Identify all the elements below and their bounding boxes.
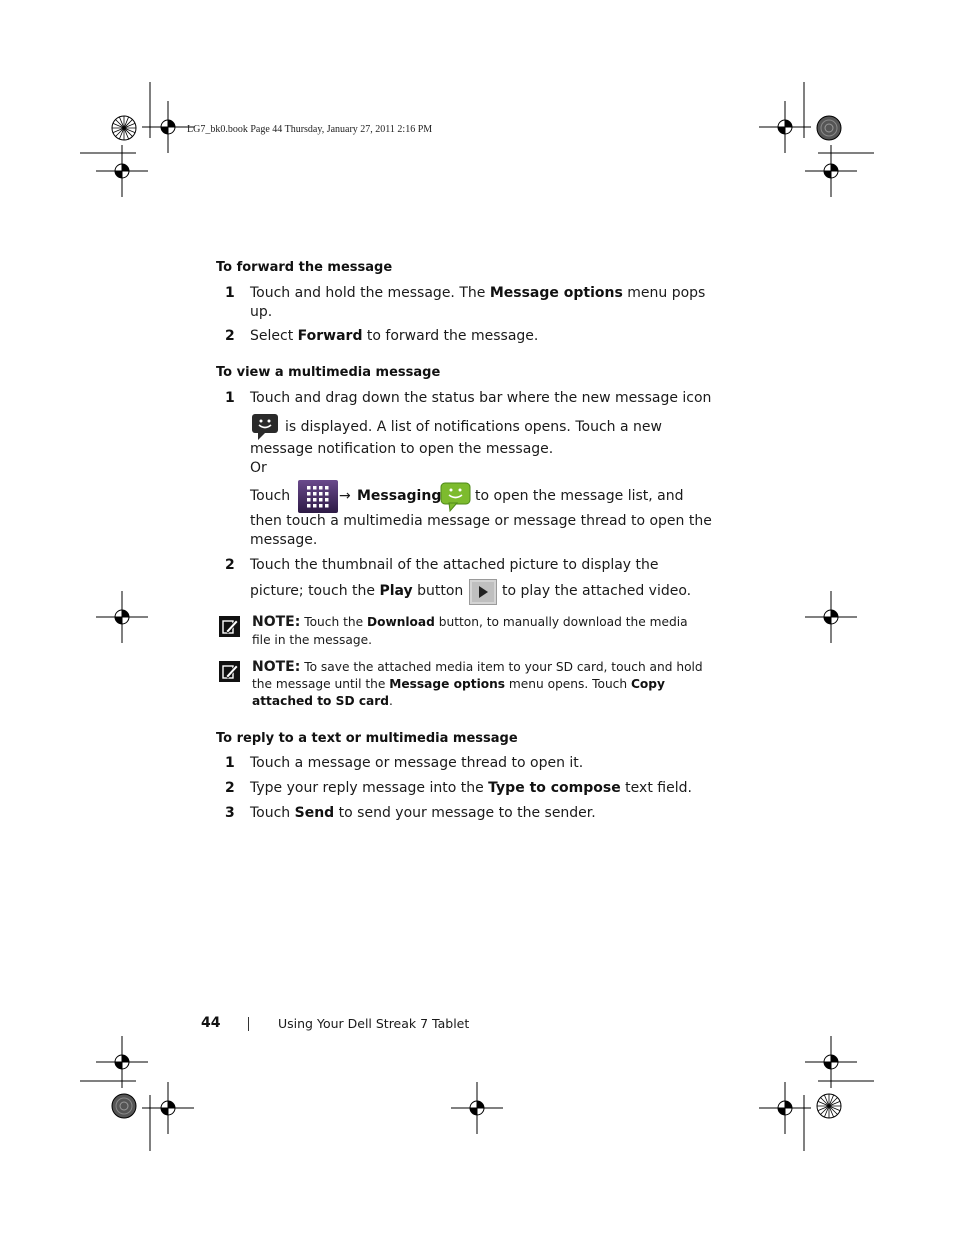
step-text: Type your reply message into the Type to compose text field. xyxy=(250,780,692,796)
page-number: 44 xyxy=(201,1015,221,1031)
play-icon xyxy=(469,579,497,605)
touch-text: Touch xyxy=(250,488,291,504)
step-number: 1 xyxy=(225,390,235,406)
message-icon xyxy=(251,413,279,441)
or-text: Or xyxy=(250,460,267,476)
note-2: NOTE: To save the attached media item to your SD card, touch and hold xyxy=(252,659,703,675)
step-text: picture; touch the Play button xyxy=(250,583,464,599)
step-text: message notification to open the message. xyxy=(250,441,554,457)
messaging-label: Messaging xyxy=(357,488,442,504)
applications-icon xyxy=(298,480,338,513)
note-pencil-icon xyxy=(219,661,240,682)
step-number: 2 xyxy=(225,557,235,573)
step-number: 1 xyxy=(225,285,235,301)
heading-reply-message: To reply to a text or multimedia message xyxy=(216,731,518,746)
step-text: Select Forward to forward the message. xyxy=(250,328,539,344)
step-text: Touch a message or message thread to open it. xyxy=(250,755,584,771)
step-text: Touch the thumbnail of the attached picture to display the xyxy=(250,557,659,573)
step-text: to open the message list, and xyxy=(475,488,684,504)
note-pencil-icon xyxy=(219,616,240,637)
step-number: 1 xyxy=(225,755,235,771)
step-text: then touch a multimedia message or message thread to open the xyxy=(250,513,712,529)
footer-title: Using Your Dell Streak 7 Tablet xyxy=(278,1016,470,1031)
messaging-app-icon xyxy=(440,482,471,512)
arrow-text: → xyxy=(339,488,351,504)
step-text: to play the attached video. xyxy=(502,583,692,599)
step-number: 3 xyxy=(225,805,235,821)
note-2-continued: the message until the Message options menu opens. Touch Copy xyxy=(252,677,665,691)
step-text: Touch and drag down the status bar where the new message icon xyxy=(250,390,712,406)
note-1-continued: file in the message. xyxy=(252,633,372,647)
print-slug-line: LG7_bk0.book Page 44 Thursday, January 27, 2011 2:16 PM xyxy=(187,124,433,135)
heading-view-multimedia: To view a multimedia message xyxy=(216,365,441,380)
step-number: 2 xyxy=(225,328,235,344)
note-1: NOTE: Touch the Download button, to manually download the media xyxy=(252,614,688,630)
step-text: is displayed. A list of notifications opens. Touch a new xyxy=(285,419,662,435)
step-text-continued: up. xyxy=(250,304,273,320)
step-number: 2 xyxy=(225,780,235,796)
step-text: Touch and hold the message. The Message options menu pops xyxy=(250,285,706,301)
footer-divider xyxy=(248,1017,249,1031)
note-2-continued: attached to SD card. xyxy=(252,694,393,708)
step-text: Touch Send to send your message to the sender. xyxy=(250,805,596,821)
step-text: message. xyxy=(250,532,318,548)
heading-forward-message: To forward the message xyxy=(216,260,393,275)
